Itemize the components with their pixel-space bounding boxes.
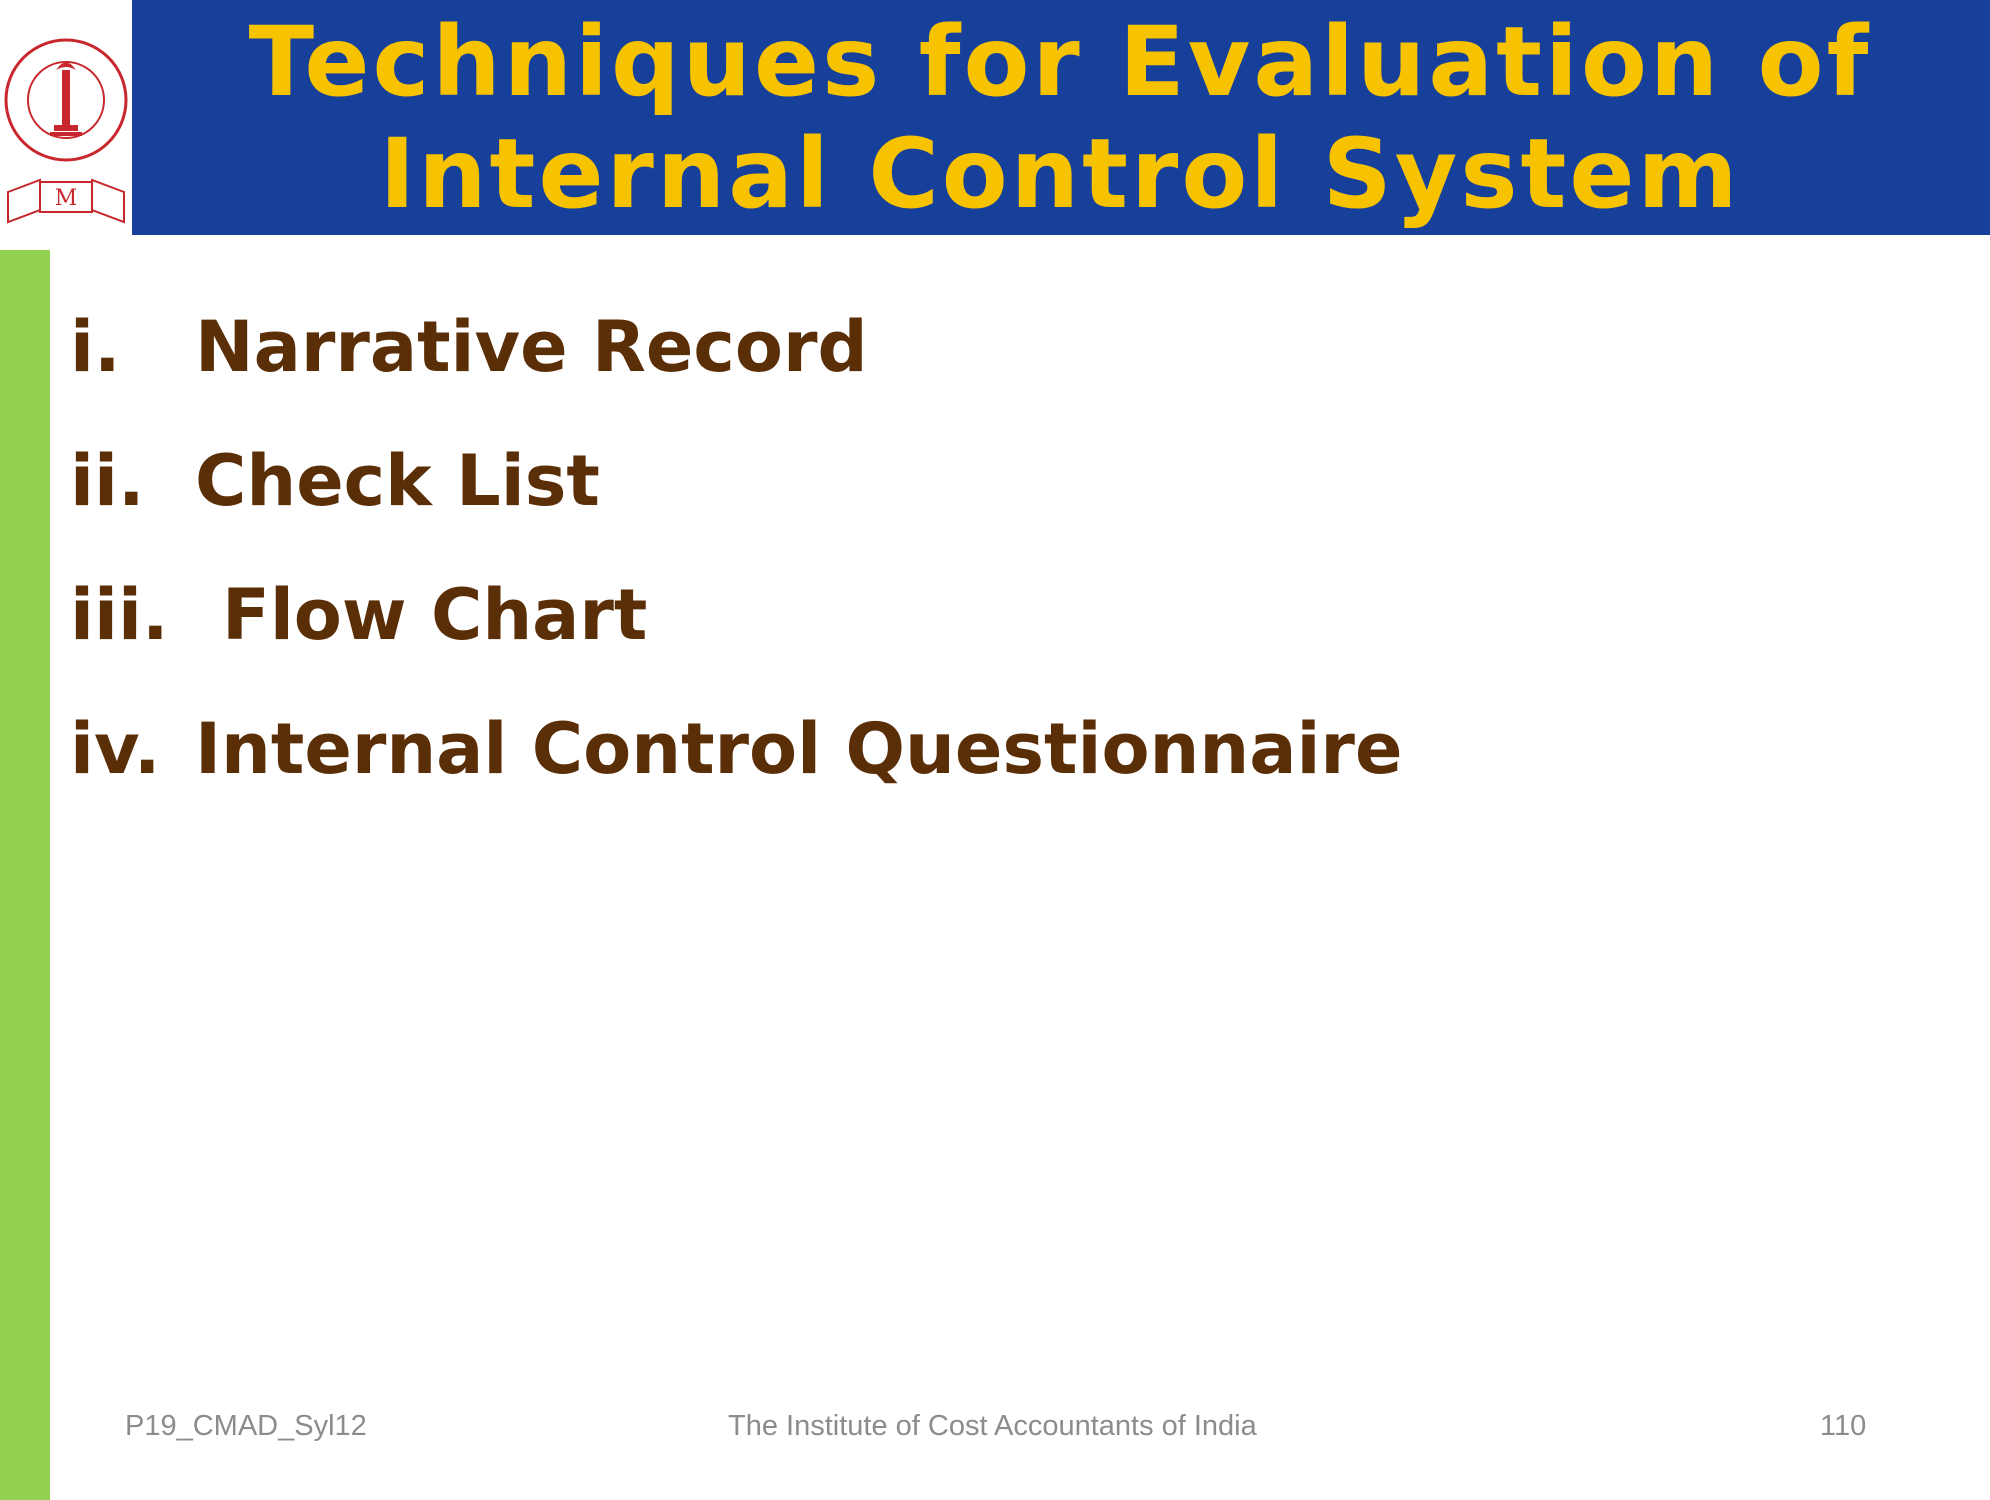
page-title bbox=[130, 0, 1990, 235]
footer-code: P19_CMAD_Syl12 bbox=[125, 1410, 367, 1442]
side-accent-bar bbox=[0, 250, 50, 1500]
svg-text:M: M bbox=[54, 186, 78, 211]
list-item-label: Check List bbox=[195, 440, 600, 522]
list-item bbox=[70, 682, 1402, 816]
list-item-number: ii. bbox=[70, 440, 145, 522]
list-item-number: iii. bbox=[70, 574, 169, 656]
list-item-label: Narrative Record bbox=[195, 306, 868, 388]
footer-institute: The Institute of Cost Accountants of India bbox=[728, 1410, 1257, 1442]
list-item bbox=[70, 548, 1402, 682]
list-item-number: i. bbox=[70, 306, 121, 388]
footer-page-number: 110 bbox=[1820, 1410, 1867, 1442]
seal-icon bbox=[0, 0, 132, 235]
institute-logo bbox=[0, 0, 132, 235]
title-line-1: Techniques for Evaluation of bbox=[248, 5, 1872, 118]
list-item-label: Internal Control Questionnaire bbox=[195, 708, 1403, 790]
list-item bbox=[70, 414, 1402, 548]
list-item bbox=[70, 280, 1402, 414]
technique-list bbox=[70, 280, 1402, 816]
list-item-label: Flow Chart bbox=[222, 574, 648, 656]
list-item-number: iv. bbox=[70, 708, 161, 790]
title-line-2: Internal Control System bbox=[379, 117, 1741, 230]
